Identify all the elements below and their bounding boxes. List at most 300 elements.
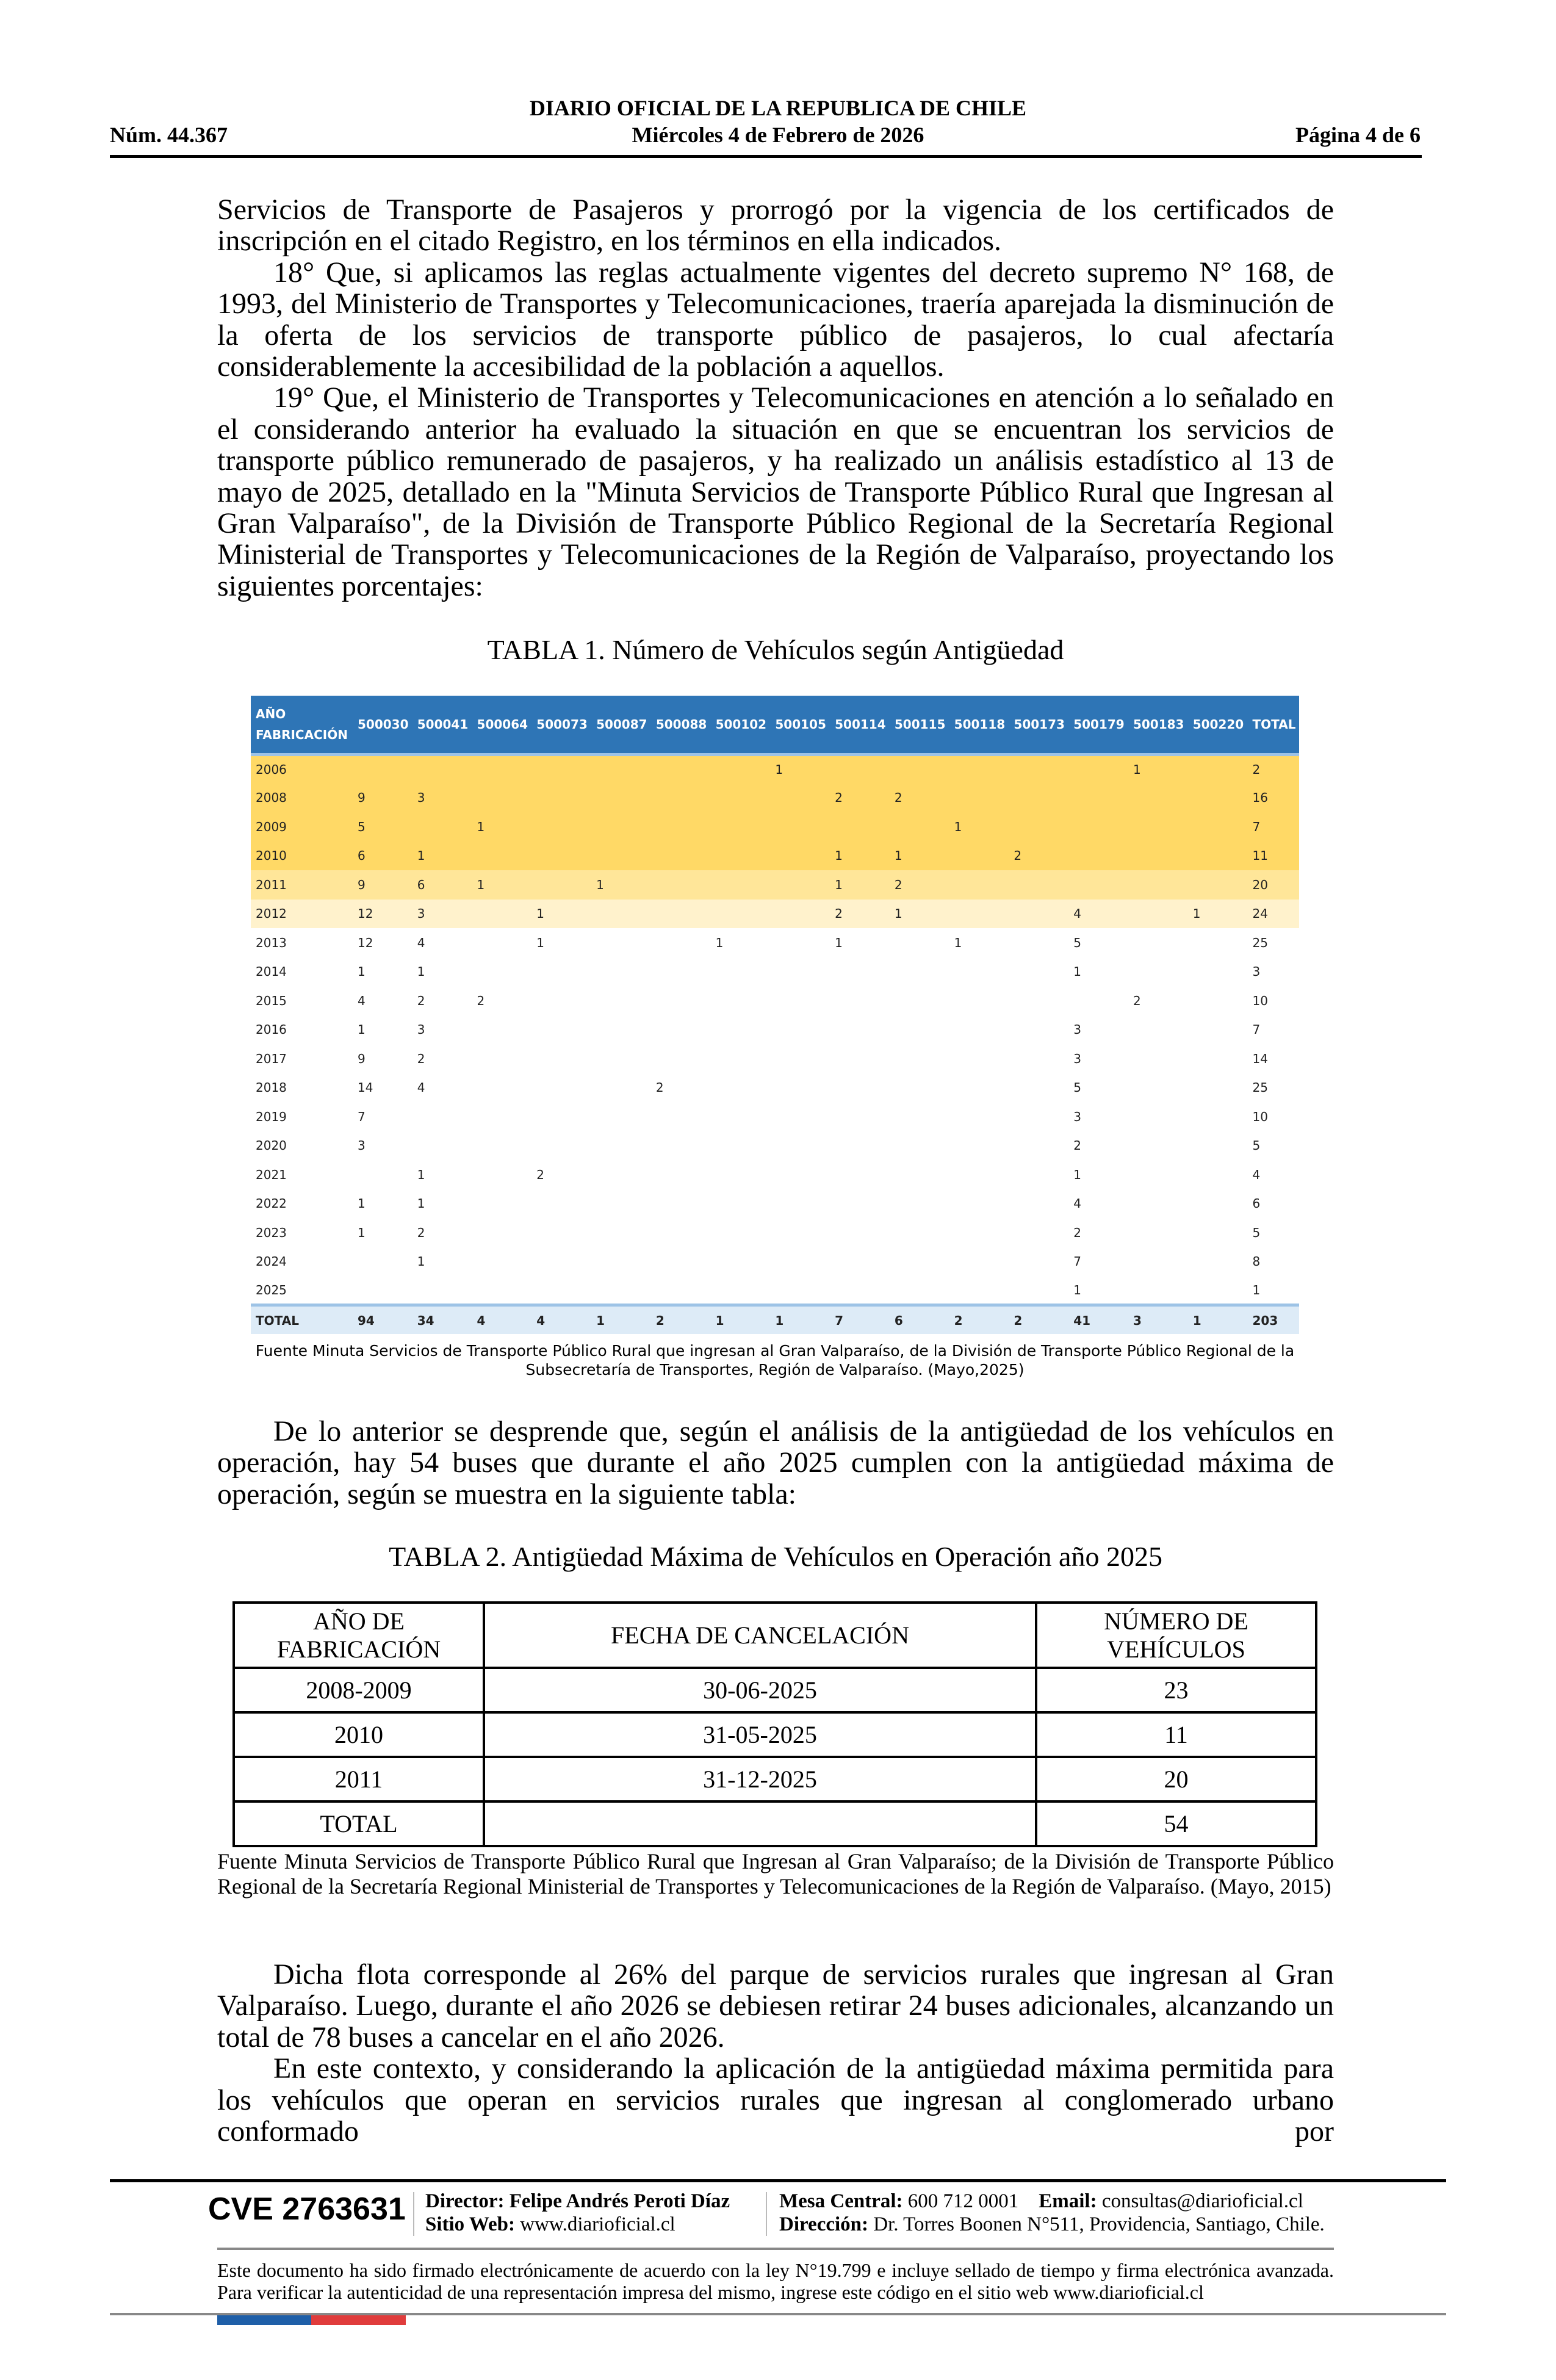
table-row	[251, 812, 1299, 842]
count-cell	[1188, 1160, 1248, 1189]
count-cell	[1009, 1276, 1068, 1305]
count-cell: 2	[417, 1225, 425, 1240]
count-cell	[1128, 1276, 1188, 1305]
table-cell: 2010	[234, 1712, 484, 1757]
count-cell	[949, 957, 1009, 987]
count-cell	[591, 1218, 651, 1247]
count-cell	[949, 842, 1009, 871]
count-cell	[1068, 986, 1128, 1015]
count-cell	[711, 784, 771, 813]
table-row	[251, 957, 1299, 987]
count-cell: 12	[353, 900, 412, 929]
count-cell: 2	[1247, 754, 1299, 784]
director-info	[425, 2190, 730, 2236]
count-cell: 5	[1252, 1225, 1261, 1240]
count-cell	[949, 986, 1009, 1015]
count-cell	[1068, 842, 1128, 871]
count-cell: 5	[1252, 1138, 1261, 1153]
count-cell	[711, 986, 771, 1015]
count-cell	[531, 870, 591, 900]
issue-date: Miércoles 4 de Febrero de 2026	[632, 123, 924, 147]
count-cell	[1128, 1131, 1188, 1161]
count-cell	[949, 754, 1009, 784]
count-cell: 3	[1073, 1022, 1081, 1037]
table-row	[251, 900, 1299, 929]
label: Dirección:	[779, 2213, 869, 2235]
count-cell	[1009, 870, 1068, 900]
count-cell	[711, 1015, 771, 1045]
count-cell	[472, 1073, 532, 1103]
total-cell: 41	[1068, 1305, 1128, 1335]
count-cell	[472, 1160, 532, 1189]
count-cell: 1	[412, 842, 472, 871]
total-cell: 34	[412, 1305, 472, 1335]
count-cell	[651, 1160, 711, 1189]
count-cell	[890, 1102, 949, 1131]
table-cell	[484, 1801, 1036, 1846]
count-cell: 1	[536, 935, 545, 950]
count-cell	[531, 1044, 591, 1073]
column-header: AÑO DE FABRICACIÓN	[234, 1603, 484, 1668]
count-cell	[591, 986, 651, 1015]
count-cell	[591, 928, 651, 957]
count-cell: 1	[835, 935, 843, 950]
count-cell	[531, 986, 591, 1015]
count-cell	[770, 957, 830, 987]
count-cell	[1188, 1015, 1248, 1045]
total-cell: 203	[1247, 1305, 1299, 1335]
table2-source: Fuente Minuta Servicios de Transporte Público Rural que Ingresan al Gran Valparaíso; de la División de Transporte Público Regional de la Secretaría Regional Ministerial de Transportes y Telecomunicaciones de la Región de Valparaíso. (Mayo, 2015)	[217, 1849, 1334, 1899]
count-cell	[651, 812, 711, 842]
table-row	[234, 1668, 1316, 1712]
count-cell	[890, 957, 949, 987]
count-cell	[830, 1102, 890, 1131]
phone: 600 712 0001	[907, 2190, 1019, 2212]
count-cell	[890, 1073, 949, 1103]
count-cell	[1009, 784, 1068, 813]
year-cell: 2013	[256, 935, 287, 950]
count-cell: 10	[1252, 1109, 1268, 1124]
count-cell: 2	[830, 784, 890, 813]
count-cell: 1	[358, 964, 366, 979]
count-cell	[651, 928, 711, 957]
count-cell	[591, 1247, 651, 1277]
count-cell	[1128, 1015, 1188, 1045]
count-cell	[770, 1044, 830, 1073]
total-cell: 7	[830, 1305, 890, 1335]
count-cell	[949, 1247, 1009, 1277]
count-cell	[531, 1131, 591, 1161]
email-link[interactable]: consultas@diarioficial.cl	[1101, 2190, 1303, 2212]
count-cell	[890, 1247, 949, 1277]
count-cell: 3	[358, 1138, 366, 1153]
count-cell	[651, 900, 711, 929]
count-cell	[1068, 754, 1128, 784]
table-cell: 20	[1036, 1757, 1316, 1801]
count-cell: 3	[412, 784, 472, 813]
column-header: 500183	[1128, 696, 1188, 754]
count-cell	[591, 1131, 651, 1161]
total-row	[251, 1305, 1299, 1335]
table-cell: 31-12-2025	[484, 1757, 1036, 1801]
count-cell	[770, 1247, 830, 1277]
body-section-3	[217, 1959, 1334, 2147]
count-cell	[1188, 1073, 1248, 1103]
count-cell	[1188, 1131, 1248, 1161]
count-cell	[472, 1102, 532, 1131]
count-cell: 1	[890, 900, 949, 929]
total-cell: 2	[949, 1305, 1009, 1335]
count-cell: 7	[1247, 812, 1299, 842]
count-cell	[472, 1276, 532, 1305]
count-cell: 10	[1252, 993, 1268, 1008]
vehicles-by-age-table	[251, 696, 1299, 1334]
count-cell	[531, 784, 591, 813]
count-cell	[770, 784, 830, 813]
count-cell	[770, 870, 830, 900]
table-row	[251, 1189, 1299, 1219]
count-cell	[651, 957, 711, 987]
count-cell	[591, 1073, 651, 1103]
table-cell: 23	[1036, 1668, 1316, 1712]
table-row	[251, 928, 1299, 957]
count-cell	[1128, 812, 1188, 842]
count-cell: 1	[890, 842, 949, 871]
count-cell: 4	[1073, 1196, 1081, 1211]
count-cell	[1128, 1073, 1188, 1103]
count-cell	[949, 1218, 1009, 1247]
newspaper-title: DIARIO OFICIAL DE LA REPUBLICA DE CHILE	[529, 96, 1027, 120]
column-header: 500073	[531, 696, 591, 754]
count-cell	[1009, 1102, 1068, 1131]
column-header: 500115	[890, 696, 949, 754]
count-cell: 1	[358, 1196, 366, 1211]
count-cell	[353, 1247, 412, 1277]
count-cell: 1	[1073, 1167, 1081, 1182]
count-cell	[651, 1102, 711, 1131]
table-row	[234, 1801, 1316, 1846]
count-cell: 11	[1247, 842, 1299, 871]
count-cell	[711, 1189, 771, 1219]
count-cell	[1009, 1131, 1068, 1161]
count-cell	[1009, 1218, 1068, 1247]
count-cell	[1009, 1189, 1068, 1219]
count-cell	[1128, 1044, 1188, 1073]
count-cell	[949, 784, 1009, 813]
count-cell	[591, 1015, 651, 1045]
count-cell	[949, 1276, 1009, 1305]
count-cell	[1188, 1218, 1248, 1247]
count-cell	[591, 1160, 651, 1189]
count-cell	[1188, 870, 1248, 900]
footer-divider	[110, 2179, 1446, 2182]
total-cell: TOTAL	[251, 1305, 353, 1335]
count-cell: 2	[417, 993, 425, 1008]
count-cell	[770, 1218, 830, 1247]
count-cell	[830, 1218, 890, 1247]
count-cell	[591, 842, 651, 871]
count-cell	[1009, 900, 1068, 929]
count-cell	[651, 754, 711, 784]
count-cell: 1	[417, 964, 425, 979]
count-cell	[651, 986, 711, 1015]
count-cell	[890, 928, 949, 957]
count-cell	[1188, 812, 1248, 842]
total-cell: 1	[770, 1305, 830, 1335]
column-header: 500064	[472, 696, 532, 754]
table-row	[251, 754, 1299, 784]
count-cell	[1128, 957, 1188, 987]
count-cell: 1	[417, 1196, 425, 1211]
count-cell: 1	[1073, 1282, 1081, 1297]
count-cell	[651, 784, 711, 813]
count-cell	[890, 1218, 949, 1247]
count-cell	[949, 1160, 1009, 1189]
year-cell: 2006	[251, 754, 353, 784]
count-cell: 1	[1188, 900, 1248, 929]
count-cell	[770, 1189, 830, 1219]
count-cell	[651, 1015, 711, 1045]
total-cell: 2	[651, 1305, 711, 1335]
issue-number: Núm. 44.367	[110, 123, 228, 147]
count-cell	[1068, 784, 1128, 813]
count-cell	[531, 1102, 591, 1131]
count-cell	[1188, 986, 1248, 1015]
count-cell	[711, 1131, 771, 1161]
count-cell	[770, 1015, 830, 1045]
count-cell	[711, 1276, 771, 1305]
table-row	[251, 870, 1299, 900]
count-cell	[711, 1218, 771, 1247]
count-cell	[472, 1044, 532, 1073]
year-cell: 2012	[251, 900, 353, 929]
paragraph: De lo anterior se desprende que, según el análisis de la antigüedad de los vehículos en operación, hay 54 buses que durante el año 2025 cumplen con la antigüedad máxima de operación, según se muestra en la siguiente tabla:	[217, 1415, 1334, 1510]
count-cell: 1	[1128, 754, 1188, 784]
column-header: 500118	[949, 696, 1009, 754]
count-cell	[651, 1218, 711, 1247]
count-cell	[1009, 1247, 1068, 1277]
count-cell	[711, 1044, 771, 1073]
total-cell: 4	[472, 1305, 532, 1335]
separator	[413, 2192, 414, 2236]
body-section-1	[217, 194, 1334, 602]
count-cell: 20	[1247, 870, 1299, 900]
table-cell: 2011	[234, 1757, 484, 1801]
year-cell: 2018	[256, 1080, 287, 1095]
count-cell: 5	[1073, 935, 1081, 950]
column-header: 500102	[711, 696, 771, 754]
count-cell	[591, 1276, 651, 1305]
column-header: AÑO FABRICACIÓN	[251, 696, 353, 754]
count-cell	[472, 1189, 532, 1219]
count-cell	[472, 1131, 532, 1161]
count-cell	[949, 870, 1009, 900]
website-link[interactable]: www.diarioficial.cl	[520, 2213, 675, 2235]
count-cell	[1128, 1102, 1188, 1131]
count-cell: 2	[1009, 842, 1068, 871]
year-cell: 2021	[256, 1167, 287, 1182]
count-cell	[531, 842, 591, 871]
count-cell: 2	[536, 1167, 545, 1182]
count-cell	[1009, 957, 1068, 987]
count-cell	[472, 928, 532, 957]
year-cell: 2010	[251, 842, 353, 871]
cve-code: CVE 2763631	[208, 2191, 406, 2227]
year-cell: 2017	[256, 1051, 287, 1066]
count-cell	[651, 842, 711, 871]
table-row	[251, 1102, 1299, 1131]
table-row	[251, 1073, 1299, 1103]
year-cell: 2023	[256, 1225, 287, 1240]
count-cell: 1	[531, 900, 591, 929]
count-cell	[1188, 1044, 1248, 1073]
count-cell	[1128, 1160, 1188, 1189]
count-cell: 2	[890, 784, 949, 813]
count-cell	[770, 812, 830, 842]
count-cell: 24	[1247, 900, 1299, 929]
table-row	[251, 842, 1299, 871]
year-cell: 2015	[256, 993, 287, 1008]
count-cell	[1188, 842, 1248, 871]
year-cell: 2020	[256, 1138, 287, 1153]
count-cell: 1	[830, 842, 890, 871]
table-row	[251, 986, 1299, 1015]
table-row	[251, 1276, 1299, 1305]
count-cell: 14	[1252, 1051, 1268, 1066]
count-cell: 4	[417, 1080, 425, 1095]
count-cell	[412, 1102, 472, 1131]
count-cell	[591, 1189, 651, 1219]
count-cell	[949, 900, 1009, 929]
count-cell: 9	[358, 1051, 366, 1066]
count-cell	[1128, 900, 1188, 929]
max-age-table	[232, 1601, 1317, 1847]
count-cell	[1188, 957, 1248, 987]
count-cell: 16	[1247, 784, 1299, 813]
count-cell	[472, 784, 532, 813]
count-cell	[1009, 1044, 1068, 1073]
count-cell	[830, 1044, 890, 1073]
count-cell: 2	[890, 870, 949, 900]
count-cell	[770, 1160, 830, 1189]
count-cell	[353, 754, 412, 784]
count-cell	[591, 957, 651, 987]
count-cell	[770, 1102, 830, 1131]
count-cell	[1188, 784, 1248, 813]
count-cell: 6	[1252, 1196, 1261, 1211]
count-cell: 1	[591, 870, 651, 900]
count-cell: 4	[358, 993, 366, 1008]
count-cell: 25	[1252, 935, 1268, 950]
count-cell	[591, 812, 651, 842]
count-cell	[711, 812, 771, 842]
count-cell	[890, 1131, 949, 1161]
paragraph: Dicha flota corresponde al 26% del parque de servicios rurales que ingresan al Gran Valparaíso. Luego, durante el año 2026 se debiesen retirar 24 buses adicionales, alcanzando un total de 78 buses a cancelar en el año 2026.	[217, 1958, 1334, 2054]
count-cell	[651, 1276, 711, 1305]
count-cell	[1128, 928, 1188, 957]
count-cell: 25	[1252, 1080, 1268, 1095]
count-cell: 7	[358, 1109, 366, 1124]
count-cell	[770, 1131, 830, 1161]
count-cell: 2	[1073, 1225, 1081, 1240]
count-cell: 3	[1073, 1051, 1081, 1066]
table-cell: 11	[1036, 1712, 1316, 1757]
count-cell: 4	[1252, 1167, 1261, 1182]
table2-caption: TABLA 2. Antigüedad Máxima de Vehículos en Operación año 2025	[389, 1541, 1162, 1572]
count-cell: 4	[417, 935, 425, 950]
count-cell	[1009, 928, 1068, 957]
count-cell	[711, 957, 771, 987]
count-cell	[949, 1073, 1009, 1103]
count-cell: 1	[358, 1225, 366, 1240]
count-cell: 2	[1073, 1138, 1081, 1153]
count-cell	[711, 870, 771, 900]
count-cell: 1	[472, 812, 532, 842]
count-cell	[531, 957, 591, 987]
count-cell	[472, 842, 532, 871]
count-cell	[472, 900, 532, 929]
flag-blue-stripe	[217, 2315, 311, 2325]
contact-info	[779, 2190, 1325, 2236]
count-cell	[770, 928, 830, 957]
count-cell	[830, 1247, 890, 1277]
count-cell: 5	[1073, 1080, 1081, 1095]
label: Sitio Web:	[425, 2213, 516, 2235]
count-cell	[711, 754, 771, 784]
count-cell	[1188, 754, 1248, 784]
table-cell: 2008-2009	[234, 1668, 484, 1712]
address: Dr. Torres Boonen N°511, Providencia, Santiago, Chile.	[873, 2213, 1325, 2235]
count-cell	[890, 754, 949, 784]
count-cell	[890, 812, 949, 842]
count-cell: 7	[1073, 1254, 1081, 1269]
legal-notice: Este documento ha sido firmado electrónicamente de acuerdo con la ley N°19.799 e incluye sellado de tiempo y firma electrónica avanzada. Para verificar la autenticidad de una representación impresa del mismo, ingrese este código en el sitio web www.diarioficial.cl	[217, 2259, 1334, 2303]
count-cell	[770, 1073, 830, 1103]
table-row	[251, 1015, 1299, 1045]
count-cell	[830, 754, 890, 784]
column-header: 500114	[830, 696, 890, 754]
flag-red-stripe	[311, 2315, 406, 2325]
total-cell: 94	[353, 1305, 412, 1335]
count-cell	[1009, 754, 1068, 784]
count-cell	[591, 754, 651, 784]
count-cell	[711, 1160, 771, 1189]
count-cell	[412, 1276, 472, 1305]
table-row	[251, 1218, 1299, 1247]
count-cell	[531, 1218, 591, 1247]
count-cell	[591, 1044, 651, 1073]
count-cell	[531, 1073, 591, 1103]
count-cell	[591, 1102, 651, 1131]
table-row	[234, 1712, 1316, 1757]
count-cell	[651, 1189, 711, 1219]
count-cell: 2	[417, 1051, 425, 1066]
count-cell	[651, 870, 711, 900]
paragraph: Servicios de Transporte de Pasajeros y prorrogó por la vigencia de los certificados de inscripción en el citado Registro, en los términos en ella indicados.	[217, 193, 1334, 258]
count-cell: 1	[949, 812, 1009, 842]
count-cell	[1009, 1160, 1068, 1189]
column-header: 500041	[412, 696, 472, 754]
count-cell	[1128, 784, 1188, 813]
count-cell: 3	[1252, 964, 1261, 979]
count-cell: 2	[477, 993, 485, 1008]
count-cell	[531, 1276, 591, 1305]
count-cell: 1	[715, 935, 724, 950]
table-cell: 54	[1036, 1801, 1316, 1846]
count-cell: 3	[417, 1022, 425, 1037]
count-cell	[890, 986, 949, 1015]
count-cell	[531, 1189, 591, 1219]
